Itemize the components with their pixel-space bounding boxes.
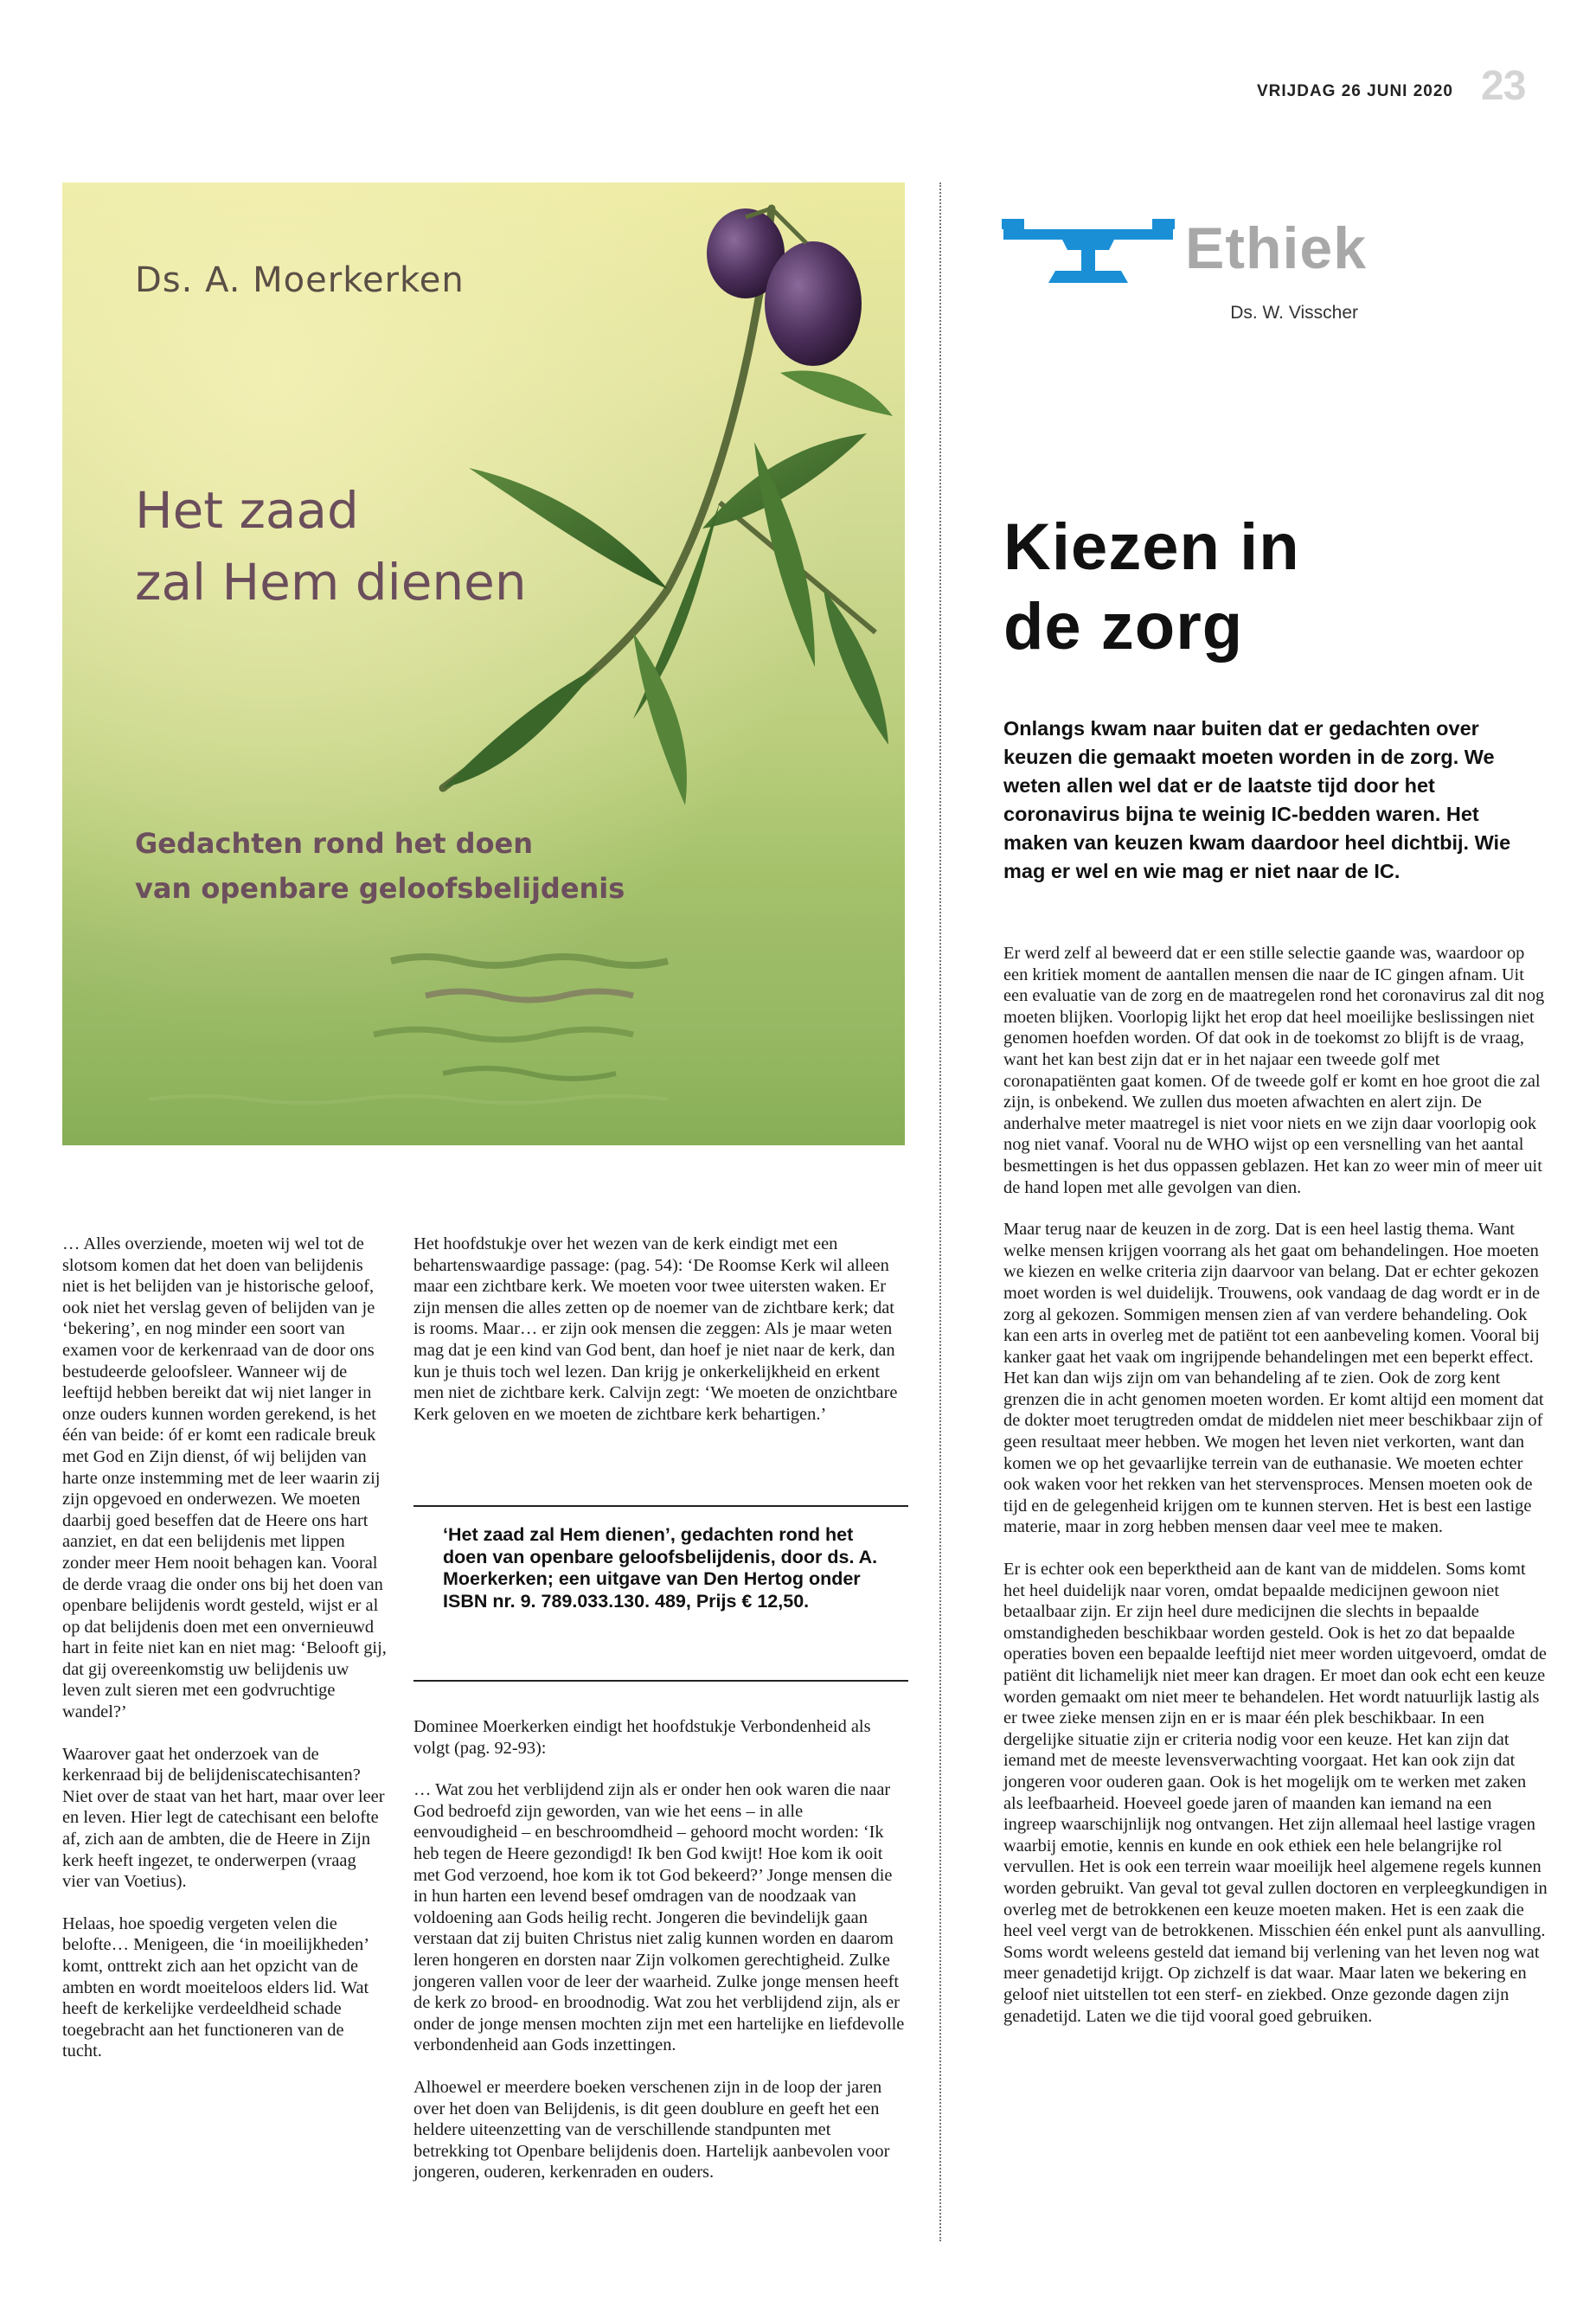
body-paragraph: … Alles overziende, moeten wij wel tot de slotsom komen dat het doen van belijdenis niet is het belijden van je historische geloof, ook niet het verslag geven of belijden van je ‘bekering’, en nog minder een soort van examen voor de kerkenraad van de door ons bestudeerde geloofsleer. Wanneer wij de leeftijd hebben bereikt dat wij niet langer in onze ouders kunnen worden gerekend, is het één van beide: óf er komt een radicale breuk met God en Zijn dienst, óf wij belijden van harte onze instemming met de leer waarin zij zijn opgevoed en onderwezen. We moeten daarbij goed beseffen dat de Heere ons hart aanziet, en dat een belijdenis met lippen zonder meer Hem nooit behagen kan. Vooral de derde vraag die onder ons bij het doen van openbare belijdenis wordt gesteld, wijst er al op dat belijdenis doen met een onvernieuwd hart in feite niet kan en niet mag: ‘Belooft gij, dat gij overeenkomstig uw belijdenis uw leven zult sieren met een godvruchtige wandel?’ xyxy=(62,1234,387,1722)
book-info-text: ‘Het zaad zal Hem dienen’, gedachten rond het doen van openbare geloofsbelijdenis, door ds. A. Moerkerken; een uitgave van Den Hertog onder ISBN nr. 9. 789.033.130. 489, Prijs € 12,50. xyxy=(443,1524,878,1612)
review-column-middle-top xyxy=(413,1234,908,1425)
author-byline: Ds. W. Visscher xyxy=(1230,303,1358,323)
article-body xyxy=(1003,943,1548,2027)
book-subtitle-line1: Gedachten rond het doen xyxy=(135,827,534,860)
column-divider xyxy=(939,183,941,2241)
body-paragraph: Alhoewel er meerdere boeken verschenen zijn in de loop der jaren over het doen van Belijdenis, is dit geen doublure en geeft het een heldere uiteenzetting van de verschillende standpunten met betrekking tot Openbare belijdenis doen. Hartelijk aanbevolen voor jongeren, ouderen, kerkenraden en ouders. xyxy=(413,2077,890,2182)
article-headline xyxy=(1003,508,1300,667)
headline-line1: Kiezen in xyxy=(1003,510,1300,584)
body-paragraph: Maar terug naar de keuzen in de zorg. Dat is een heel lastig thema. Want welke mensen krijgen voorrang als het gaat om behandelingen. Hoe moeten we kiezen en welke criteria zijn daarvoor van belang. Dat er echter gekozen moet worden is wel duidelijk. Trouwens, ook vandaag de dag wordt er in de zorg al gekozen. Sommigen mensen zien af van verdere behandeling. Ook kan een arts in overleg met de patiënt tot een aanbeveling komen. Vooral bij kanker gaat het vaak om ingrijpende behandelingen met een beperkt effect. Het kan dan wijs zijn om van behandeling af te zien. Ook de zorg kent grenzen die in acht genomen moeten worden. Er komt altijd een moment dat de dokter moet terugtreden omdat de middelen niet meer beschikbaar zijn of geen resultaat meer hebben. We mogen het leven niet verkorten, want dan komen we op het gevaarlijke terrein van de euthanasie. We moeten echter ook waken voor het rekken van het stervensproces. Mensen moeten ook de tijd en de gelegenheid krijgen om te kunnen sterven. Het is best een lastige materie, maar in zorg hebben mensen daar veel mee te maken. xyxy=(1003,1220,1544,1537)
balance-scale-icon xyxy=(1002,210,1175,288)
book-info-box xyxy=(413,1505,908,1682)
body-paragraph: Er is echter ook een beperktheid aan de kant van de middelen. Soms komt het heel duidelijk naar voren, omdat bepaalde medicijnen gewoon niet betaalbaar zijn. Er zijn heel dure medicijnen die slechts in bepaalde omstandigheden beschikbaar worden gesteld. Ook is het zo dat bepaalde operaties boven een bepaalde leeftijd niet meer worden uitgevoerd, omdat de patiënt dit lichamelijk niet meer kan dragen. Er moet dan ook echt een keuze worden gemaakt om niet meer te behandelen. Het wordt natuurlijk lastig als er twee zieke mensen zijn en er is maar één plek beschikbaar. In een dergelijke situatie zijn er criteria nodig voor een keuze. Het kan zijn dat iemand met de meeste levensverwachting voorgaat. Het kan ook zijn dat jongeren voor ouderen gaan. Ook is het mogelijk om te werken met zaken als leefbaarheid. Hoeveel goede jaren of maanden kan iemand na een ingreep waarschijnlijk nog ontvangen. Het zijn allemaal heel lastige vragen waarbij emotie, kennis en kunde en ook ethiek een hele belangrijke rol vervullen. Het is ook een terrein waar moeilijk heel algemene regels kunnen worden gebruikt. Van geval tot geval zullen doctoren en verpleegkundigen in overleg met de betrokkenen een keuze moeten maken. Het is een zaak die heel veel vergt van de betrokkenen. Misschien één enkel punt als aanvulling. Soms wordt weleens gesteld dat iemand bij verlening van het leven nog wat meer genadetijd krijgt. Op zichzelf is dat waar. Maar laten we bekering en geloof niet uitstellen tot een sterf- en ziekbed. Onze gezonde dagen zijn genadetijd. Laten we die tijd vooral goed gebruiken. xyxy=(1003,1560,1548,2026)
body-paragraph: … Wat zou het verblijdend zijn als er onder hen ook waren die naar God bedroefd zijn geworden, van wie het eens – in alle eenvoudigheid – en beschroomdheid – gehoord mocht worden: ‘Ik heb tegen de Heere gezondigd! Ik ben God kwijt! Hoe kom ik ooit met God verzoend, hoe kom ik tot God bekeerd?’ Jonge mensen die in hun harten een levend besef omdragen van de noodzaak van voldoening aan Gods heilig recht. Jongeren die bevindelijk gaan verstaan dat zij buiten Christus niet zalig kunnen worden en daarom leren hongeren en dorsten naar Zijn volkomen gerechtigheid. Zulke jongeren vallen voor de leer der waarheid. Zulke jonge mensen heeft de kerk zo brood- en broodnodig. Wat zou het verblijdend zijn, als er onder de jonge mensen mochten zijn met een hartelijke en liefdevolle verbondenheid aan Gods inzettingen. xyxy=(413,1780,905,2055)
book-title-line2: zal Hem dienen xyxy=(135,553,527,612)
review-column-left xyxy=(62,1234,388,2062)
olive-branch-illustration xyxy=(62,183,905,1145)
book-author: Ds. A. Moerkerken xyxy=(135,260,465,300)
headline-line2: de zorg xyxy=(1003,590,1244,663)
review-column-middle-bottom xyxy=(413,1716,908,2183)
section-title: Ethiek xyxy=(1185,215,1368,281)
body-paragraph: Er werd zelf al beweerd dat er een stille selectie gaande was, waardoor op een kritiek moment de aantallen mensen die naar de IC gingen afnam. Uit een evaluatie van de zorg en de maatregelen rond het coronavirus zal dit nog moeten blijken. Voorlopig lijkt het erop dat heel moeilijke beslissingen niet genomen hoefden worden. Of dat ook in de toekomst zo blijft is de vraag, want het kan best zijn dat er in het najaar een tweede golf met coronapatiënten gaat komen. Of de tweede golf er komt en hoe groot die zal zijn, is onbekend. We zullen dus moeten afwachten en alert zijn. De anderhalve meter maatregel is niet voor niets en we zijn daar voorlopig ook nog niet vanaf. Vooral nu de WHO wijst op een versnelling van het aantal besmettingen is het dus oppassen geblazen. Het kan zo weer min of meer uit de hand lopen met alle gevolgen van dien. xyxy=(1003,944,1545,1197)
book-cover-image xyxy=(62,183,905,1145)
book-subtitle-line2: van openbare geloofsbelijdenis xyxy=(135,872,625,905)
book-title-line1: Het zaad xyxy=(135,481,359,540)
article-lead: Onlangs kwam naar buiten dat er gedachten over keuzen die gemaakt moeten worden in de zorg. We weten allen wel dat er de laatste tijd door het coronavirus bijna te weinig IC-bedden waren. Het maken van keuzen kwam daardoor heel dichtbij. Wie mag er wel en wie mag er niet naar de IC. xyxy=(1003,717,1511,882)
body-paragraph: Helaas, hoe spoedig vergeten velen die belofte… Menigeen, die ‘in moeilijkheden’ komt, onttrekt zich aan het opzicht van de ambten en wordt moeiteloos elders lid. Wat heeft de kerkelijke verdeeldheid schade toegebracht aan het functioneren van de tucht. xyxy=(62,1913,369,2061)
body-paragraph: Waarover gaat het onderzoek van de kerkenraad bij de belijdeniscatechisanten? Niet over de staat van het hart, maar over leer en leven. Hier legt de catechisant een belofte af, zich aan de ambten, die de Heere in Zijn kerk heeft ingezet, te onderwerpen (vraag vier van Voetius). xyxy=(62,1744,385,1892)
body-paragraph: Het hoofdstukje over het wezen van de kerk eindigt met een behartenswaardige passage: (pag. 54): ‘De Roomse Kerk wil alleen maar een zichtbare kerk. We moeten voor twee uitersten waken. Er zijn mensen die alles zetten op de noemer van de zichtbare kerk; dat is rooms. Maar… er zijn ook mensen die zeggen: Als je maar weten mag dat je een kind van God bent, dan hoef je niet naar de kerk, dan kun je thuis toch wel lezen. Dan krijg je onkerkelijkheid en erkent men niet de zichtbare kerk. Calvijn zegt: ‘We moeten de onzichtbare Kerk geloven en we moeten de zichtbare kerk behartigen.’ xyxy=(413,1234,898,1424)
page-number: 23 xyxy=(1481,63,1526,109)
issue-date: VRIJDAG 26 JUNI 2020 xyxy=(1257,82,1453,100)
body-paragraph: Dominee Moerkerken eindigt het hoofdstukje Verbondenheid als volgt (pag. 92-93): xyxy=(413,1717,871,1758)
